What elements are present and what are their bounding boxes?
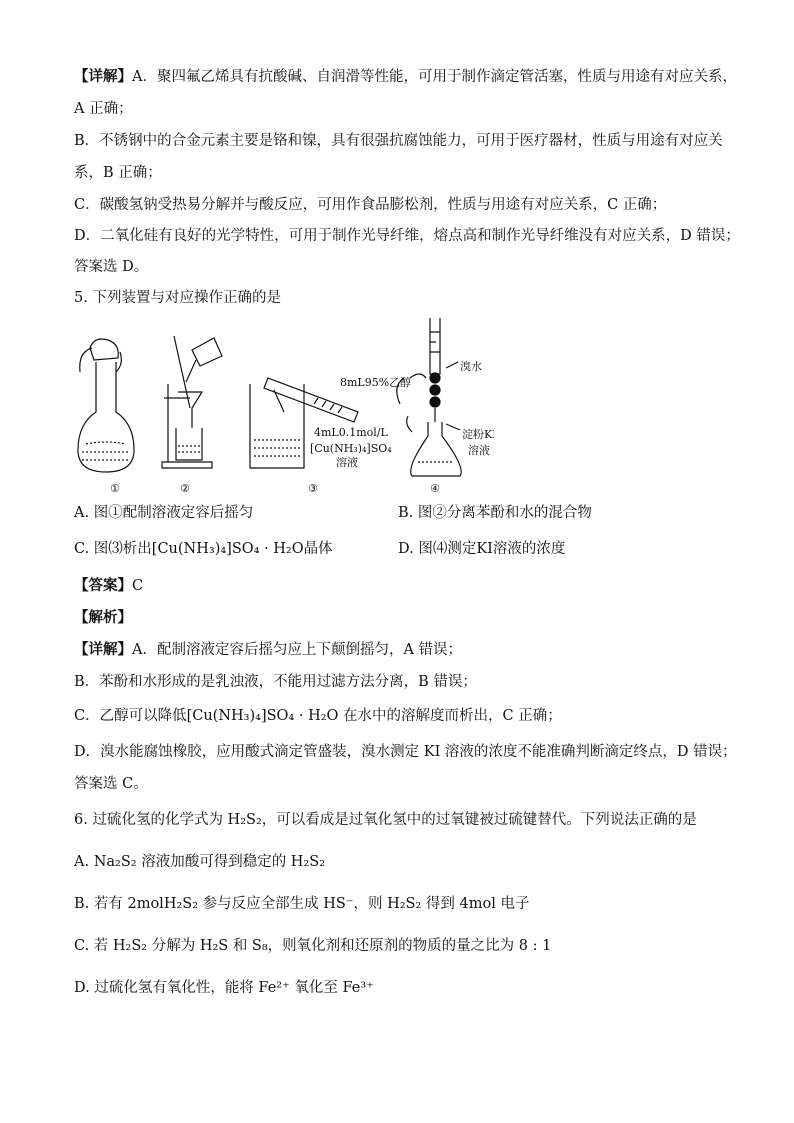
analysis-tag: 【解析】 — [74, 609, 132, 626]
para1-line4: 系，B 正确； — [74, 165, 162, 181]
q6-option-d: D. 过硫化氢有氧化性，能将 Fe²⁺ 氧化至 Fe³⁺ — [74, 980, 374, 996]
fig-label-1: ① — [110, 482, 120, 495]
q6-option-b: B. 若有 2molH₂S₂ 参与反应全部生成 HS⁻，则 H₂S₂ 得到 4mol 电子 — [74, 896, 530, 912]
q5-detail-1: 【详解】A．配制溶液定容后摇匀应上下颠倒摇匀，A 错误； — [74, 641, 463, 658]
starch-ki-label-2: 溶液 — [468, 444, 490, 457]
solution-label-2: [Cu(NH₃)₄]SO₄ — [310, 442, 392, 455]
apparatus-diagram — [74, 312, 494, 498]
bromine-label: 溴水 — [460, 360, 482, 373]
q5-answer — [74, 576, 143, 596]
para1-line7: 答案选 D。 — [74, 259, 149, 275]
fig-label-2: ② — [180, 482, 190, 495]
q5-option-a: A. 图①配制溶液定容后摇匀 — [74, 505, 254, 521]
filtration-drawing — [162, 336, 222, 468]
detail-tag-2: 【详解】 — [74, 641, 132, 658]
q5-option-b: B. 图②分离苯酚和水的混合物 — [398, 505, 592, 521]
q5-detail-2: B．苯酚和水形成的是乳浊液，不能用过滤方法分离，B 错误； — [74, 674, 477, 690]
starch-ki-label: 淀粉KI — [462, 428, 494, 441]
para1-line1: 【详解】A．聚四氟乙烯具有抗酸碱、自润滑等性能，可用于制作滴定管活塞，性质与用途有对应关系， — [74, 68, 737, 85]
para1-line6: D．二氧化硅有良好的光学特性，可用于制作光导纤维，熔点高和制作光导纤维没有对应关系，D 错误； — [74, 228, 740, 244]
answer-value: C — [132, 578, 144, 594]
detail-tag: 【详解】 — [74, 68, 132, 85]
q5-detail-3: C．乙醇可以降低[Cu(NH₃)₄]SO₄ · H₂O 在水中的溶解度而析出，C 正确； — [74, 708, 562, 724]
q6-stem: 6. 过硫化氢的化学式为 H₂S₂，可以看成是过氧化氢中的过氧键被过硫键替代。下列说法正确的是 — [74, 812, 697, 828]
para1-line5: C．碳酸氢钠受热易分解并与酸反应，可用作食品膨松剂，性质与用途有对应关系，C 正确； — [74, 197, 667, 213]
q5-detail-5: 答案选 C。 — [74, 776, 148, 792]
titration-drawing — [397, 318, 461, 476]
apparatus-figure — [74, 312, 494, 498]
q6-option-a: A. Na₂S₂ 溶液加酸可得到稳定的 H₂S₂ — [74, 854, 326, 870]
q6-option-c: C. 若 H₂S₂ 分解为 H₂S 和 S₈，则氧化剂和还原剂的物质的量之比为 8 : 1 — [74, 938, 552, 954]
ethanol-label: 8mL95%乙醇 — [340, 376, 412, 389]
q5-option-c: C. 图⑶析出[Cu(NH₃)₄]SO₄ · H₂O晶体 — [74, 541, 333, 557]
para1-line3: B．不锈钢中的合金元素主要是铬和镍，具有很强抗腐蚀能力，可用于医疗器材，性质与用途有对应关 — [74, 133, 723, 149]
fig-label-4: ④ — [430, 482, 440, 495]
volumetric-flask-drawing — [78, 339, 134, 472]
q5-stem: 5. 下列装置与对应操作正确的是 — [74, 290, 281, 306]
answer-tag: 【答案】 — [74, 577, 132, 594]
q5-option-d: D. 图⑷测定KI溶液的浓度 — [398, 541, 566, 557]
fig-label-3: ③ — [308, 482, 318, 495]
para1-line2: A 正确； — [74, 101, 133, 117]
solution-label-3: 溶液 — [336, 456, 358, 469]
q5-detail-4: D．溴水能腐蚀橡胶，应用酸式滴定管盛装，溴水测定 KI 溶液的浓度不能准确判断滴定终点，D 错误； — [74, 744, 737, 760]
solution-label-1: 4mL0.1mol/L — [314, 426, 388, 439]
